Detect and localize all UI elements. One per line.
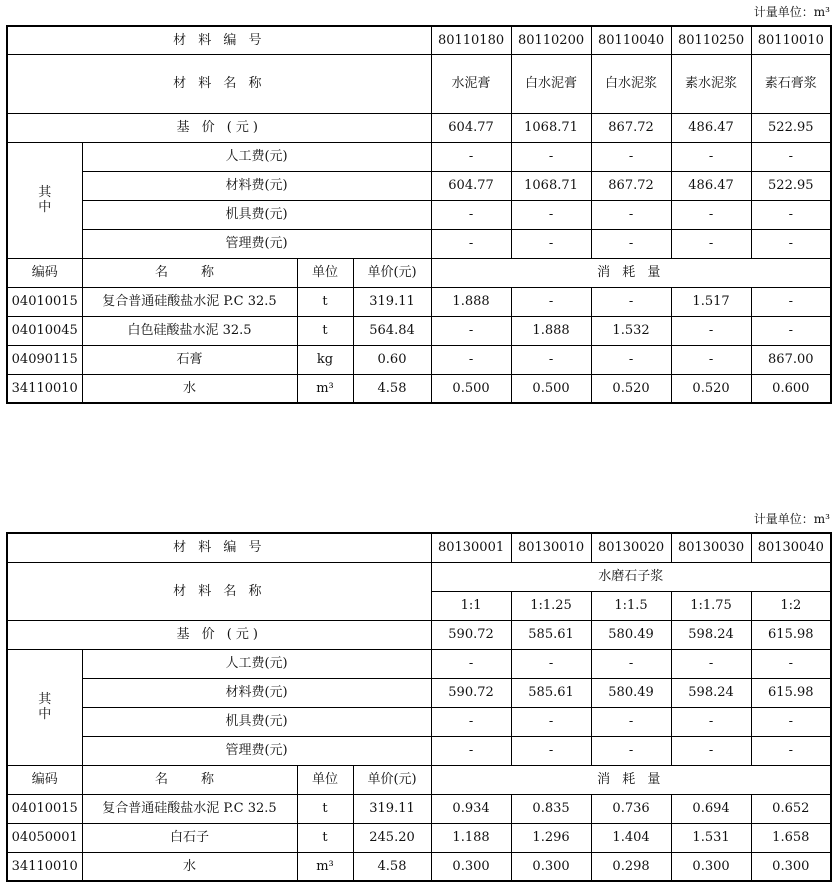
item-unit-price: 4.58 bbox=[353, 852, 431, 881]
base-price: 580.49 bbox=[591, 620, 671, 649]
mix-ratio: 1:2 bbox=[751, 591, 831, 620]
management-cost-row bbox=[7, 229, 831, 258]
column-header: 单价(元) bbox=[353, 258, 431, 287]
item-unit-price: 319.11 bbox=[353, 287, 431, 316]
material-cost: 486.47 bbox=[671, 171, 751, 200]
machine-cost: - bbox=[431, 200, 511, 229]
column-header: 编码 bbox=[7, 765, 82, 794]
material-code: 80130040 bbox=[751, 533, 831, 562]
consumption-value: - bbox=[431, 345, 511, 374]
item-code: 34110010 bbox=[7, 852, 82, 881]
table-row bbox=[7, 374, 831, 403]
material-cost: 585.61 bbox=[511, 678, 591, 707]
column-header: 名 称 bbox=[82, 258, 297, 287]
row-label: 机具费(元) bbox=[82, 200, 431, 229]
item-unit: m³ bbox=[297, 852, 353, 881]
consumption-value: 0.694 bbox=[671, 794, 751, 823]
consumption-value: 0.300 bbox=[671, 852, 751, 881]
base-price-row bbox=[7, 113, 831, 142]
management-cost: - bbox=[431, 736, 511, 765]
machine-cost: - bbox=[591, 200, 671, 229]
row-label: 材 料 名 称 bbox=[7, 54, 431, 113]
table-row bbox=[7, 794, 831, 823]
consumption-value: 1.517 bbox=[671, 287, 751, 316]
item-code: 04010015 bbox=[7, 794, 82, 823]
row-label: 机具费(元) bbox=[82, 707, 431, 736]
breakdown-label: 其 中 bbox=[7, 142, 82, 258]
management-cost: - bbox=[671, 736, 751, 765]
labor-cost-row bbox=[7, 649, 831, 678]
consumption-value: 1.531 bbox=[671, 823, 751, 852]
labor-cost: - bbox=[751, 142, 831, 171]
labor-cost: - bbox=[671, 649, 751, 678]
material-code-row bbox=[7, 26, 831, 54]
material-name: 白水泥浆 bbox=[591, 54, 671, 113]
material-name: 素石膏浆 bbox=[751, 54, 831, 113]
material-cost: 615.98 bbox=[751, 678, 831, 707]
unit-note: 计量单位：m³ bbox=[753, 512, 830, 526]
labor-cost: - bbox=[751, 649, 831, 678]
row-label: 材料费(元) bbox=[82, 171, 431, 200]
row-label: 材料费(元) bbox=[82, 678, 431, 707]
consumption-value: 0.520 bbox=[671, 374, 751, 403]
material-name: 白水泥膏 bbox=[511, 54, 591, 113]
column-header: 单位 bbox=[297, 765, 353, 794]
row-label: 基 价 (元) bbox=[7, 620, 431, 649]
machine-cost: - bbox=[671, 707, 751, 736]
management-cost: - bbox=[751, 736, 831, 765]
mix-ratio: 1:1.5 bbox=[591, 591, 671, 620]
material-code: 80110200 bbox=[511, 26, 591, 54]
item-unit-price: 245.20 bbox=[353, 823, 431, 852]
consumption-value: 1.188 bbox=[431, 823, 511, 852]
base-price: 522.95 bbox=[751, 113, 831, 142]
item-unit-price: 564.84 bbox=[353, 316, 431, 345]
consumption-value: - bbox=[751, 316, 831, 345]
consumption-value: 1.532 bbox=[591, 316, 671, 345]
item-name: 复合普通硅酸盐水泥 P.C 32.5 bbox=[82, 287, 297, 316]
management-cost: - bbox=[751, 229, 831, 258]
row-label: 基 价 (元) bbox=[7, 113, 431, 142]
item-name: 水 bbox=[82, 374, 297, 403]
material-cost: 604.77 bbox=[431, 171, 511, 200]
consumption-value: 1.296 bbox=[511, 823, 591, 852]
material-name-row bbox=[7, 54, 831, 113]
row-label: 人工费(元) bbox=[82, 142, 431, 171]
row-label: 人工费(元) bbox=[82, 649, 431, 678]
consumption-value: 0.300 bbox=[511, 852, 591, 881]
material-code: 80130001 bbox=[431, 533, 511, 562]
machine-cost: - bbox=[511, 707, 591, 736]
management-cost-row bbox=[7, 736, 831, 765]
consumption-value: 0.520 bbox=[591, 374, 671, 403]
machine-cost: - bbox=[751, 707, 831, 736]
consumption-value: 1.404 bbox=[591, 823, 671, 852]
item-name: 水 bbox=[82, 852, 297, 881]
table-row bbox=[7, 345, 831, 374]
material-code-row bbox=[7, 533, 831, 562]
consumption-value: 1.888 bbox=[431, 287, 511, 316]
base-price: 598.24 bbox=[671, 620, 751, 649]
consumption-value: 0.300 bbox=[751, 852, 831, 881]
item-unit: t bbox=[297, 823, 353, 852]
material-code: 80110250 bbox=[671, 26, 751, 54]
material-code: 80110180 bbox=[431, 26, 511, 54]
item-unit: m³ bbox=[297, 374, 353, 403]
material-code: 80110010 bbox=[751, 26, 831, 54]
unit-note: 计量单位：m³ bbox=[753, 5, 830, 19]
machine-cost-row bbox=[7, 200, 831, 229]
item-unit: t bbox=[297, 316, 353, 345]
labor-cost: - bbox=[591, 142, 671, 171]
column-header: 消 耗 量 bbox=[431, 765, 831, 794]
consumption-value: - bbox=[511, 287, 591, 316]
quota-table-1 bbox=[6, 25, 832, 404]
material-group-name: 水磨石子浆 bbox=[431, 562, 831, 591]
consumption-value: - bbox=[671, 345, 751, 374]
machine-cost-row bbox=[7, 707, 831, 736]
material-name: 素水泥浆 bbox=[671, 54, 751, 113]
base-price: 615.98 bbox=[751, 620, 831, 649]
material-code: 80110040 bbox=[591, 26, 671, 54]
row-label: 材 料 编 号 bbox=[7, 533, 431, 562]
consumption-value: - bbox=[591, 345, 671, 374]
row-label: 材 料 名 称 bbox=[7, 562, 431, 620]
consumption-value: 1.888 bbox=[511, 316, 591, 345]
base-price: 867.72 bbox=[591, 113, 671, 142]
item-header-row bbox=[7, 765, 831, 794]
management-cost: - bbox=[591, 736, 671, 765]
item-code: 04050001 bbox=[7, 823, 82, 852]
row-label: 管理费(元) bbox=[82, 229, 431, 258]
consumption-value: - bbox=[591, 287, 671, 316]
base-price: 604.77 bbox=[431, 113, 511, 142]
item-unit: t bbox=[297, 794, 353, 823]
consumption-value: 867.00 bbox=[751, 345, 831, 374]
item-header-row bbox=[7, 258, 831, 287]
machine-cost: - bbox=[591, 707, 671, 736]
management-cost: - bbox=[511, 736, 591, 765]
consumption-value: 0.500 bbox=[431, 374, 511, 403]
management-cost: - bbox=[431, 229, 511, 258]
material-code: 80130010 bbox=[511, 533, 591, 562]
material-cost: 598.24 bbox=[671, 678, 751, 707]
consumption-value: 0.600 bbox=[751, 374, 831, 403]
item-code: 04010015 bbox=[7, 287, 82, 316]
material-cost-row bbox=[7, 678, 831, 707]
row-label: 管理费(元) bbox=[82, 736, 431, 765]
consumption-value: - bbox=[511, 345, 591, 374]
labor-cost-row bbox=[7, 142, 831, 171]
consumption-value: 1.658 bbox=[751, 823, 831, 852]
consumption-value: 0.300 bbox=[431, 852, 511, 881]
table-row bbox=[7, 852, 831, 881]
material-cost: 590.72 bbox=[431, 678, 511, 707]
mix-ratio: 1:1.25 bbox=[511, 591, 591, 620]
management-cost: - bbox=[671, 229, 751, 258]
consumption-value: 0.835 bbox=[511, 794, 591, 823]
material-code: 80130030 bbox=[671, 533, 751, 562]
consumption-value: 0.500 bbox=[511, 374, 591, 403]
material-cost-row bbox=[7, 171, 831, 200]
material-name: 水泥膏 bbox=[431, 54, 511, 113]
machine-cost: - bbox=[511, 200, 591, 229]
item-name: 复合普通硅酸盐水泥 P.C 32.5 bbox=[82, 794, 297, 823]
consumption-value: 0.652 bbox=[751, 794, 831, 823]
mix-ratio: 1:1.75 bbox=[671, 591, 751, 620]
quota-table-2 bbox=[6, 532, 832, 882]
machine-cost: - bbox=[431, 707, 511, 736]
machine-cost: - bbox=[751, 200, 831, 229]
labor-cost: - bbox=[431, 649, 511, 678]
table-row bbox=[7, 823, 831, 852]
management-cost: - bbox=[511, 229, 591, 258]
item-unit-price: 0.60 bbox=[353, 345, 431, 374]
table-row bbox=[7, 316, 831, 345]
column-header: 编码 bbox=[7, 258, 82, 287]
labor-cost: - bbox=[671, 142, 751, 171]
labor-cost: - bbox=[591, 649, 671, 678]
consumption-value: 0.736 bbox=[591, 794, 671, 823]
item-unit-price: 4.58 bbox=[353, 374, 431, 403]
labor-cost: - bbox=[511, 649, 591, 678]
table-row bbox=[7, 287, 831, 316]
mix-ratio: 1:1 bbox=[431, 591, 511, 620]
consumption-value: 0.298 bbox=[591, 852, 671, 881]
labor-cost: - bbox=[511, 142, 591, 171]
machine-cost: - bbox=[671, 200, 751, 229]
material-cost: 867.72 bbox=[591, 171, 671, 200]
base-price: 1068.71 bbox=[511, 113, 591, 142]
consumption-value: - bbox=[671, 316, 751, 345]
item-name: 白色硅酸盐水泥 32.5 bbox=[82, 316, 297, 345]
column-header: 名 称 bbox=[82, 765, 297, 794]
item-code: 04090115 bbox=[7, 345, 82, 374]
item-code: 04010045 bbox=[7, 316, 82, 345]
material-cost: 522.95 bbox=[751, 171, 831, 200]
column-header: 消 耗 量 bbox=[431, 258, 831, 287]
item-code: 34110010 bbox=[7, 374, 82, 403]
material-cost: 580.49 bbox=[591, 678, 671, 707]
base-price: 590.72 bbox=[431, 620, 511, 649]
item-name: 白石子 bbox=[82, 823, 297, 852]
item-unit-price: 319.11 bbox=[353, 794, 431, 823]
consumption-value: - bbox=[431, 316, 511, 345]
material-name-row bbox=[7, 562, 831, 591]
column-header: 单位 bbox=[297, 258, 353, 287]
row-label: 材 料 编 号 bbox=[7, 26, 431, 54]
base-price-row bbox=[7, 620, 831, 649]
consumption-value: - bbox=[751, 287, 831, 316]
labor-cost: - bbox=[431, 142, 511, 171]
base-price: 486.47 bbox=[671, 113, 751, 142]
base-price: 585.61 bbox=[511, 620, 591, 649]
item-name: 石膏 bbox=[82, 345, 297, 374]
item-unit: kg bbox=[297, 345, 353, 374]
breakdown-label: 其 中 bbox=[7, 649, 82, 765]
column-header: 单价(元) bbox=[353, 765, 431, 794]
material-code: 80130020 bbox=[591, 533, 671, 562]
item-unit: t bbox=[297, 287, 353, 316]
consumption-value: 0.934 bbox=[431, 794, 511, 823]
material-cost: 1068.71 bbox=[511, 171, 591, 200]
management-cost: - bbox=[591, 229, 671, 258]
